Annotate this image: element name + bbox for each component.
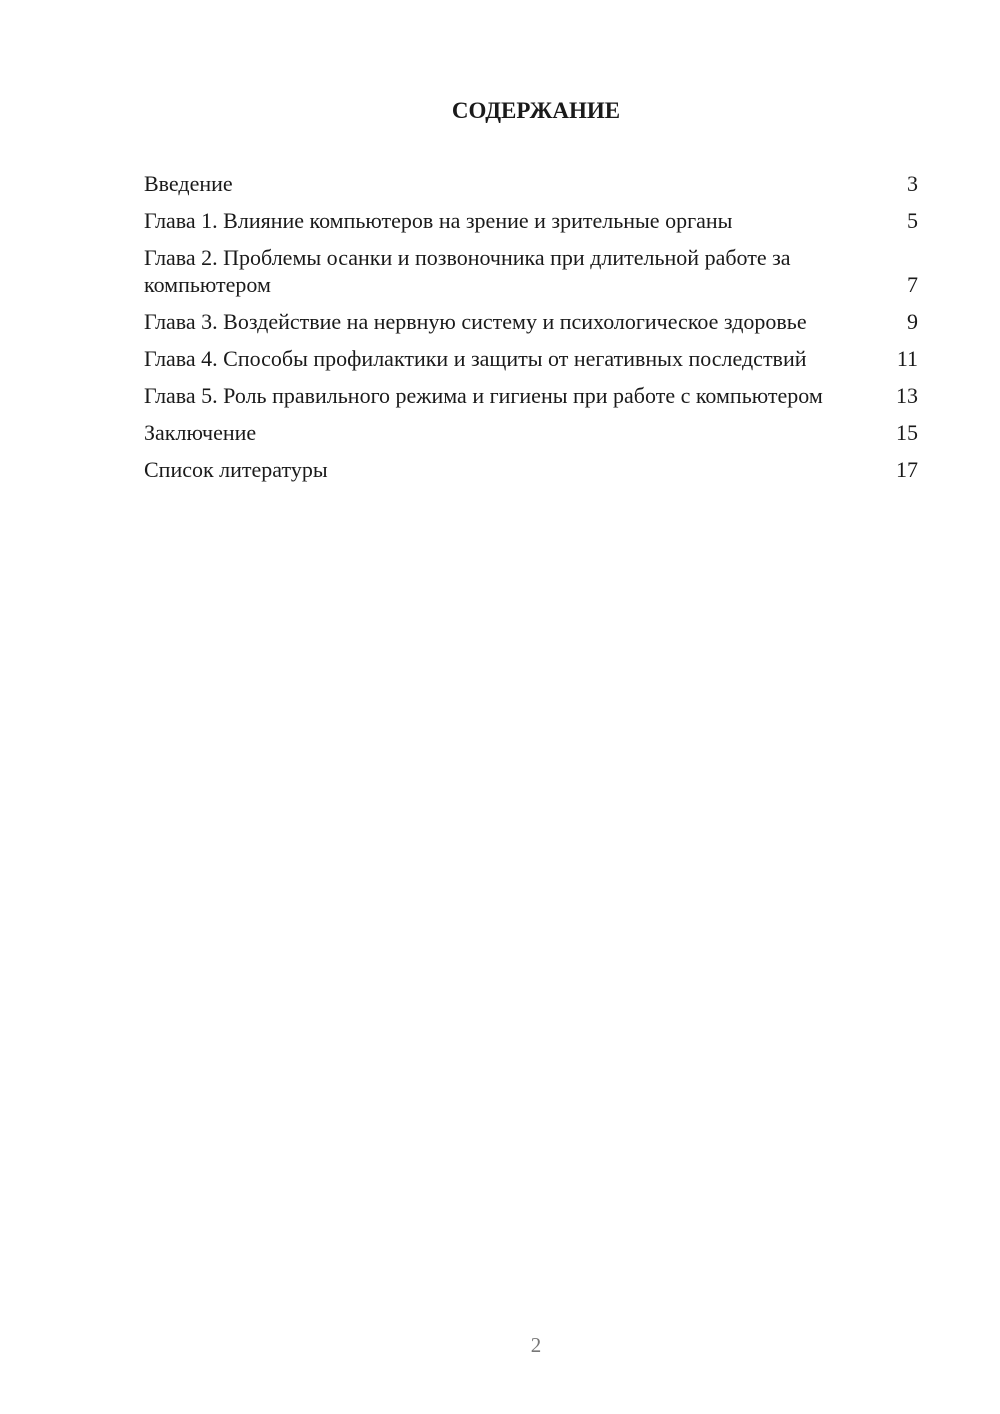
toc-entry-page: 3	[907, 171, 918, 196]
toc-entry	[144, 207, 920, 234]
toc-entry-page: 5	[907, 208, 918, 233]
toc-entry	[144, 170, 920, 197]
toc-entry	[144, 244, 920, 298]
toc-entry	[144, 456, 920, 483]
toc-entry-page: 17	[896, 457, 918, 482]
toc-entry-text: Список литературы	[144, 457, 328, 482]
toc-entry	[144, 419, 920, 446]
toc-entry-page: 9	[907, 309, 918, 334]
toc-entry-page: 13	[896, 383, 918, 408]
toc-entry	[144, 382, 920, 409]
toc-entry-text: Глава 5. Роль правильного режима и гигиены при работе с компьютером	[144, 383, 823, 408]
toc-entry-text: Глава 1. Влияние компьютеров на зрение и зрительные органы	[144, 208, 733, 233]
toc-title: СОДЕРЖАНИЕ	[451, 98, 621, 123]
toc-entry-page: 7	[907, 272, 918, 297]
toc-entry-page: 11	[896, 346, 918, 371]
toc-entry-text: Глава 4. Способы профилактики и защиты от негативных последствий	[144, 346, 807, 371]
page-number: 2	[530, 1333, 542, 1357]
toc-entry	[144, 345, 920, 372]
toc-entry-text: Введение	[144, 171, 233, 196]
toc-entry-text: Глава 2. Проблемы осанки и позвоночника при длительной работе за компьютером	[144, 245, 791, 297]
toc-entry-page: 15	[896, 420, 918, 445]
toc-entry-text: Заключение	[144, 420, 257, 445]
toc-entry	[144, 308, 920, 335]
table-of-contents	[144, 170, 920, 493]
toc-entry-text: Глава 3. Воздействие на нервную систему и психологическое здоровье	[144, 309, 807, 334]
